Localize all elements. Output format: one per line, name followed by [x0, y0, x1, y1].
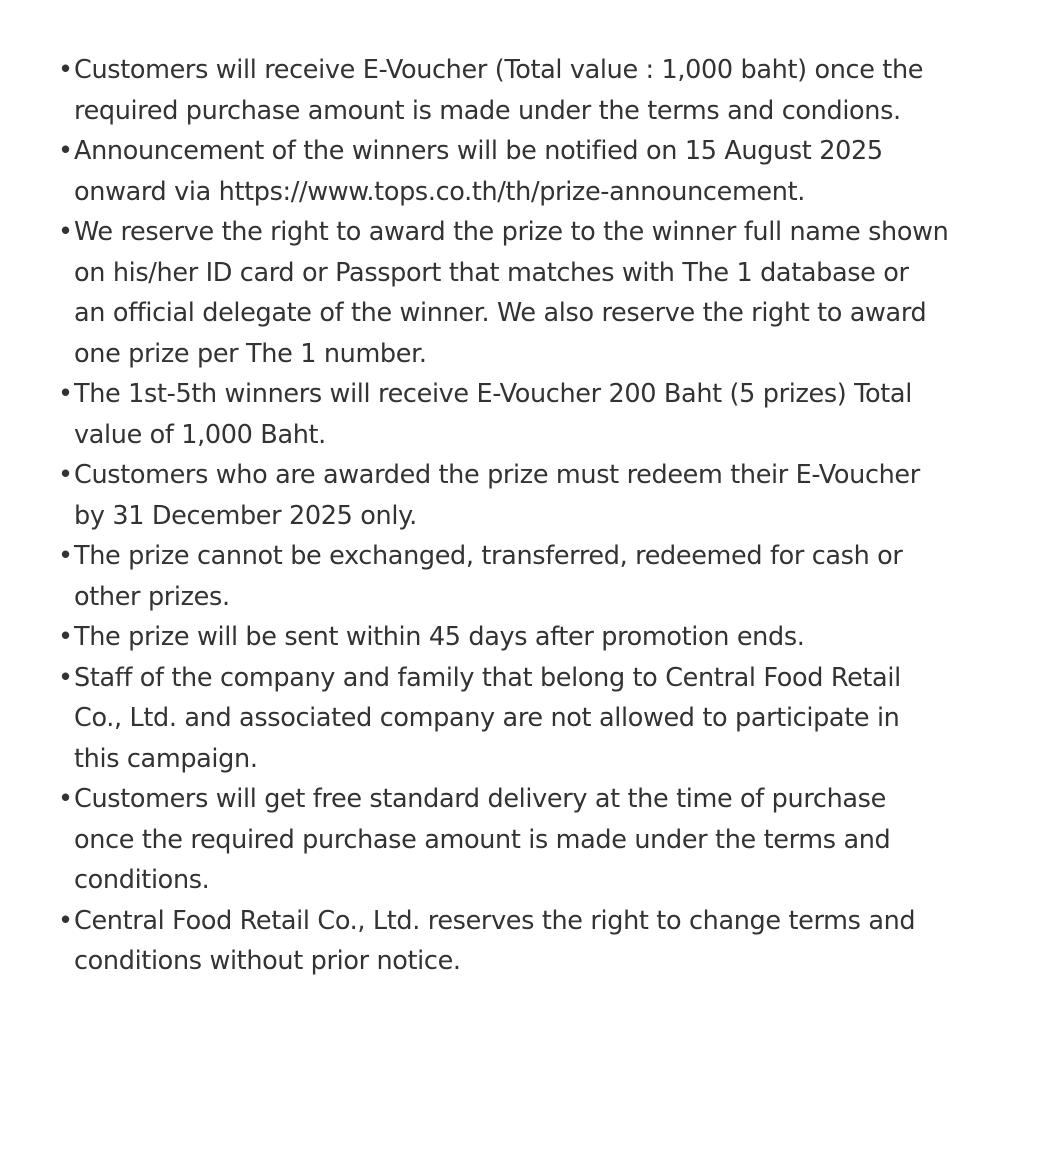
- term-line: other prizes.: [74, 581, 230, 612]
- term-line: We reserve the right to award the prize to the winner full name shown: [74, 217, 949, 247]
- list-item: [58, 658, 998, 780]
- list-item: [58, 212, 998, 374]
- term-text: [74, 455, 998, 536]
- term-line: conditions.: [74, 865, 210, 895]
- term-line: Announcement of the winners will be notified on 15 August 2025: [74, 136, 883, 166]
- term-text: [74, 617, 998, 658]
- bullet-icon: •: [58, 541, 73, 571]
- term-text: [74, 658, 998, 780]
- term-line: conditions without prior notice.: [74, 946, 461, 976]
- list-item: [58, 901, 998, 982]
- bullet-icon: •: [58, 905, 73, 936]
- term-line: Customers who are awarded the prize must redeem their E-Voucher: [74, 460, 920, 490]
- list-item: [58, 779, 998, 901]
- term-line: required purchase amount is made under the terms and condions.: [74, 95, 901, 126]
- list-item: [58, 374, 998, 455]
- term-line: onward via https://www.tops.co.th/th/prize-announcement.: [74, 176, 805, 207]
- list-item: [58, 536, 998, 617]
- term-text: [74, 50, 998, 131]
- term-line: Co., Ltd. and associated company are not allowed to participate in: [74, 703, 900, 733]
- term-text: [74, 536, 998, 617]
- term-line: one prize per The 1 number.: [74, 338, 427, 369]
- term-line: on his/her ID card or Passport that matches with The 1 database or: [74, 257, 909, 288]
- term-line: Customers will get free standard delivery at the time of purchase: [74, 784, 886, 814]
- term-line: Staff of the company and family that belong to Central Food Retail: [74, 662, 901, 693]
- terms-and-conditions-list: [58, 50, 998, 982]
- bullet-icon: •: [58, 784, 73, 814]
- term-text: [74, 901, 998, 982]
- bullet-icon: •: [58, 379, 73, 409]
- term-line: value of 1,000 Baht.: [74, 419, 326, 450]
- term-line: once the required purchase amount is made under the terms and: [74, 824, 891, 855]
- list-item: [58, 617, 998, 658]
- term-line: The 1st-5th winners will receive E-Voucher 200 Baht (5 prizes) Total: [74, 379, 912, 409]
- term-text: [74, 374, 998, 455]
- term-text: [74, 131, 998, 212]
- term-line: The prize cannot be exchanged, transferred, redeemed for cash or: [74, 541, 903, 571]
- bullet-icon: •: [58, 460, 73, 490]
- term-text: [74, 212, 998, 374]
- bullet-icon: •: [58, 217, 73, 247]
- term-line: The prize will be sent within 45 days after promotion ends.: [74, 622, 805, 652]
- term-line: this campaign.: [74, 743, 258, 774]
- bullet-icon: •: [58, 662, 73, 693]
- list-item: [58, 131, 998, 212]
- bullet-icon: •: [58, 55, 73, 85]
- term-line: an official delegate of the winner. We also reserve the right to award: [74, 298, 927, 328]
- term-line: by 31 December 2025 only.: [74, 500, 417, 531]
- bullet-icon: •: [58, 622, 73, 652]
- term-line: Central Food Retail Co., Ltd. reserves the right to change terms and: [74, 905, 916, 936]
- list-item: [58, 50, 998, 131]
- list-item: [58, 455, 998, 536]
- term-text: [74, 779, 998, 901]
- term-line: Customers will receive E-Voucher (Total value : 1,000 baht) once the: [74, 55, 924, 85]
- bullet-icon: •: [58, 136, 73, 166]
